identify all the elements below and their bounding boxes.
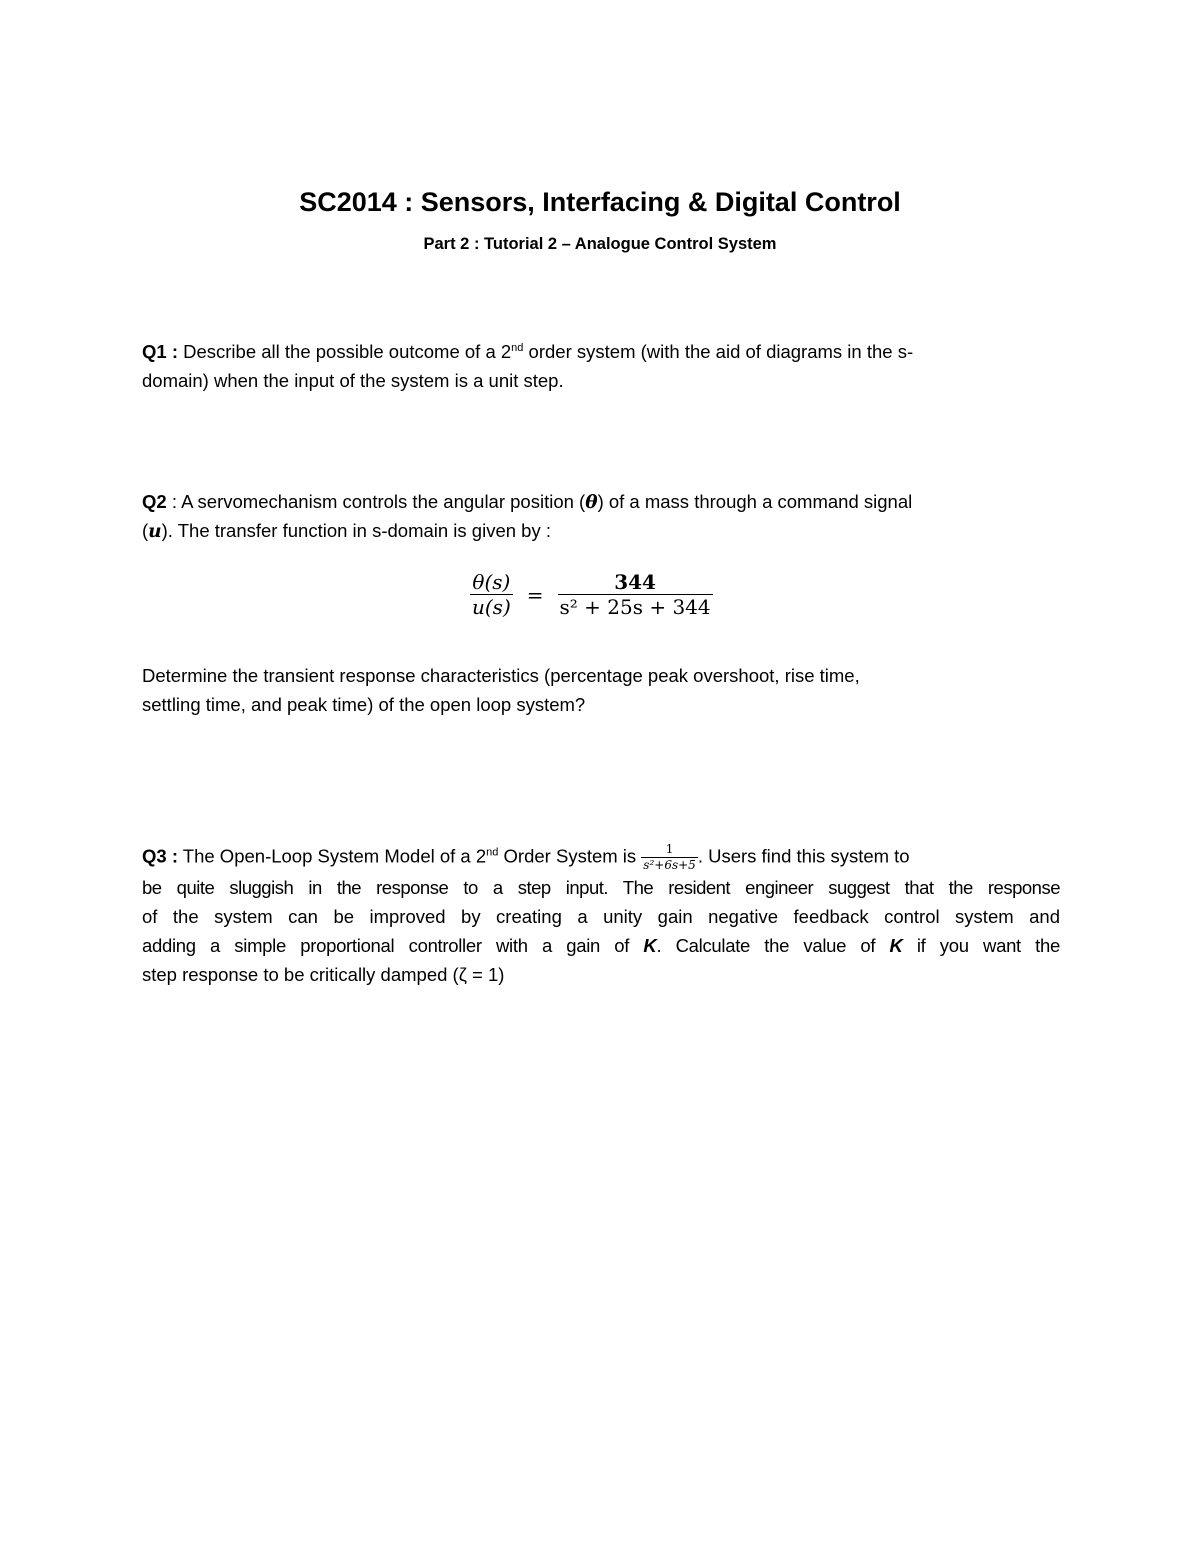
theta-symbol: θ [585, 492, 598, 513]
q3-text: adding a simple proportional controller with a gain of [142, 935, 644, 956]
rhs-denominator: s² + 25s + 344 [559, 595, 711, 619]
q1-label: Q1 : [142, 341, 178, 362]
q2-determine-line1: Determine the transient response characteristics (percentage peak overshoot, rise time, [142, 665, 860, 686]
q1-sup: nd [511, 342, 524, 354]
q1-line2: domain) when the input of the system is a unit step. [142, 370, 564, 391]
paren: ( [142, 520, 149, 541]
q3-line4 [142, 934, 1060, 958]
q1-text: Describe all the possible outcome of a 2 [177, 341, 512, 362]
q2-text: : A servomechanism controls the angular position ( [166, 491, 586, 512]
document-title: SC2014 : Sensors, Interfacing & Digital Control [299, 187, 901, 217]
q2-line2 [142, 519, 1060, 544]
q3-text-cont: Order System is [498, 845, 642, 867]
lhs-denominator: u(s) [472, 595, 511, 619]
k-symbol: K [889, 935, 903, 956]
tf-denominator: s²+6s+5 [643, 858, 696, 872]
u-symbol: u [148, 521, 162, 542]
rhs-fraction [558, 570, 713, 619]
lhs-numerator: θ(s) [472, 570, 511, 594]
transfer-function-equation [470, 570, 713, 619]
q2-line1 [142, 490, 1060, 515]
q3-label: Q3 : [142, 845, 178, 867]
q3-text-end: if you want the [902, 935, 1060, 956]
document-subtitle: Part 2 : Tutorial 2 – Analogue Control System [423, 235, 777, 253]
k-symbol: K [643, 935, 657, 956]
q2-text-cont: ) of a mass through a command signal [597, 491, 913, 512]
q3-text-end: . Users find this system to [697, 845, 910, 867]
q2-determine-line2: settling time, and peak time) of the open loop system? [142, 694, 586, 715]
q2-label: Q2 [142, 491, 167, 512]
q3-text-cont: . Calculate the value of [656, 935, 890, 956]
q3-line1 [142, 842, 1060, 873]
lhs-fraction [470, 570, 513, 619]
q3-line3: of the system can be improved by creating a unity gain negative feedback control system and [142, 906, 1060, 927]
tf-numerator: 1 [665, 842, 674, 856]
q3-line5: step response to be critically damped (ζ = 1) [142, 964, 505, 985]
rhs-numerator: 344 [614, 570, 656, 594]
q3-sup: nd [486, 846, 499, 859]
q3-transfer-function [641, 842, 698, 873]
q3-text: The Open-Loop System Model of a 2 [177, 845, 487, 867]
q2-text-line2: ). The transfer function in s-domain is given by : [161, 520, 551, 541]
q3-line2: be quite sluggish in the response to a step input. The resident engineer suggest that the response [142, 877, 1060, 898]
equals-sign: = [526, 582, 544, 607]
q1-line1 [142, 340, 1060, 364]
q1-text-cont: order system (with the aid of diagrams in the s- [523, 341, 914, 362]
